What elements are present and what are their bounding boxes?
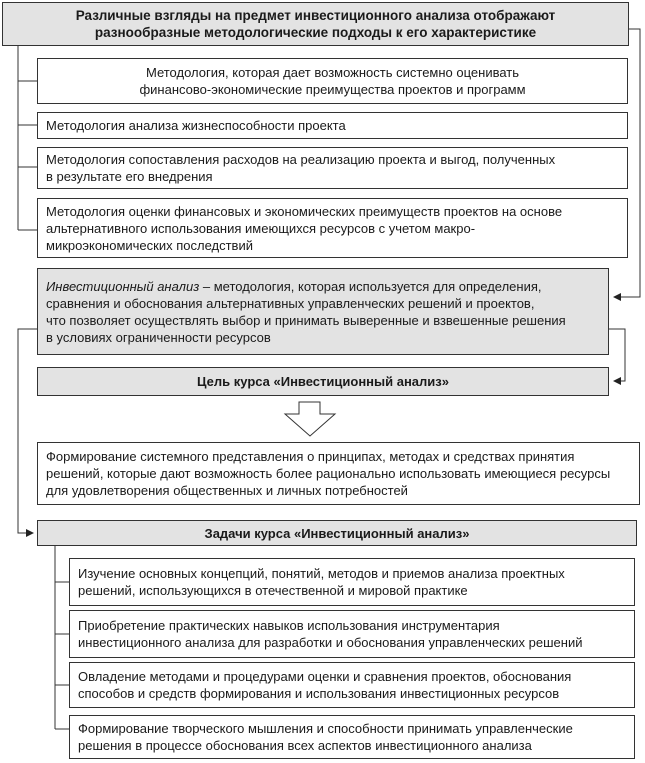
goal-line-2: решений, которые дают возможность более рационально использовать имеющиеся ресурсы: [46, 466, 611, 481]
task-3-line-1: Овладение методами и процедурами оценки и сравнения проектов, обоснования: [78, 669, 572, 684]
task-1-line-2: решений, использующихся в отечественной и мировой практике: [78, 583, 468, 598]
approach-box-2: [37, 112, 628, 139]
definition-line-3: что позволяет осуществлять выбор и принимать выверенные и взвешенные решения: [46, 312, 566, 328]
task-4-line-2: решения в процессе обоснования всех аспектов инвестиционного анализа: [78, 738, 532, 753]
goal-line-1: Формирование системного представления о принципах, методах и средствах принятия: [46, 449, 575, 464]
definition-line-1: [46, 278, 566, 295]
task-2-line-1: Приобретение практических навыков использования инструментария: [78, 618, 500, 633]
approach-1-line-1: Методология, которая дает возможность системно оценивать: [145, 65, 520, 80]
definition-to-goal-arrow: [609, 329, 625, 381]
task-box-2: [69, 610, 635, 658]
approach-4-line-2: альтернативного использования имеющихся ресурсов с учетом макро-: [46, 220, 476, 236]
header-line-2: разнообразные методологические подходы к его характеристике: [94, 25, 537, 40]
goal-title-box: [37, 367, 609, 396]
definition-line-4: в условиях ограниченности ресурсов: [46, 329, 271, 345]
approach-4-line-3: микроэкономических последствий: [46, 237, 253, 253]
definition-to-tasks-arrow: [18, 329, 37, 533]
definition-term: Инвестиционный анализ: [46, 278, 200, 294]
tasks-title-box: [37, 520, 637, 546]
approach-1-line-2: финансово-экономические преимущества проектов и программ: [139, 82, 526, 97]
header-box: [2, 2, 629, 46]
approach-4-line-1: Методология оценки финансовых и экономических преимуществ проектов на основе: [46, 203, 563, 219]
goal-down-arrow: [285, 402, 335, 436]
header-line-1: Различные взгляды на предмет инвестиционного анализа отображают: [75, 8, 556, 23]
definition-rest: – методология, которая используется для определения,: [199, 278, 542, 294]
approach-3-line-1: Методология сопоставления расходов на реализацию проекта и выгод, полученных: [46, 152, 556, 167]
task-box-4: [69, 715, 635, 759]
task-box-1: [69, 558, 635, 606]
approach-3-line-2: в результате его внедрения: [46, 169, 213, 184]
task-box-3: [69, 662, 635, 708]
approach-box-1: [37, 58, 628, 104]
goal-title: Цель курса «Инвестиционный анализ»: [197, 374, 449, 389]
task-3-line-2: способов и средств формирования и использования инвестиционных ресурсов: [78, 686, 560, 701]
goal-box: [37, 442, 640, 505]
tasks-title: Задачи курса «Инвестиционный анализ»: [204, 525, 470, 541]
task-4-line-1: Формирование творческого мышления и способности принимать управленческие: [78, 721, 573, 736]
task-2-line-2: инвестиционного анализа для разработки и обоснования управленческих решений: [78, 635, 583, 650]
approach-box-3: [37, 147, 628, 189]
task-1-line-1: Изучение основных концепций, понятий, методов и приемов анализа проектных: [78, 566, 565, 581]
approach-box-4: [37, 198, 628, 258]
approach-2-line-1: Методология анализа жизнеспособности проекта: [46, 118, 346, 133]
definition-line-2: сравнения и обоснования альтернативных управленческих решений и проектов,: [46, 295, 535, 311]
definition-box: [37, 268, 609, 355]
goal-line-3: для удовлетворения общественных и личных потребностей: [46, 483, 408, 498]
